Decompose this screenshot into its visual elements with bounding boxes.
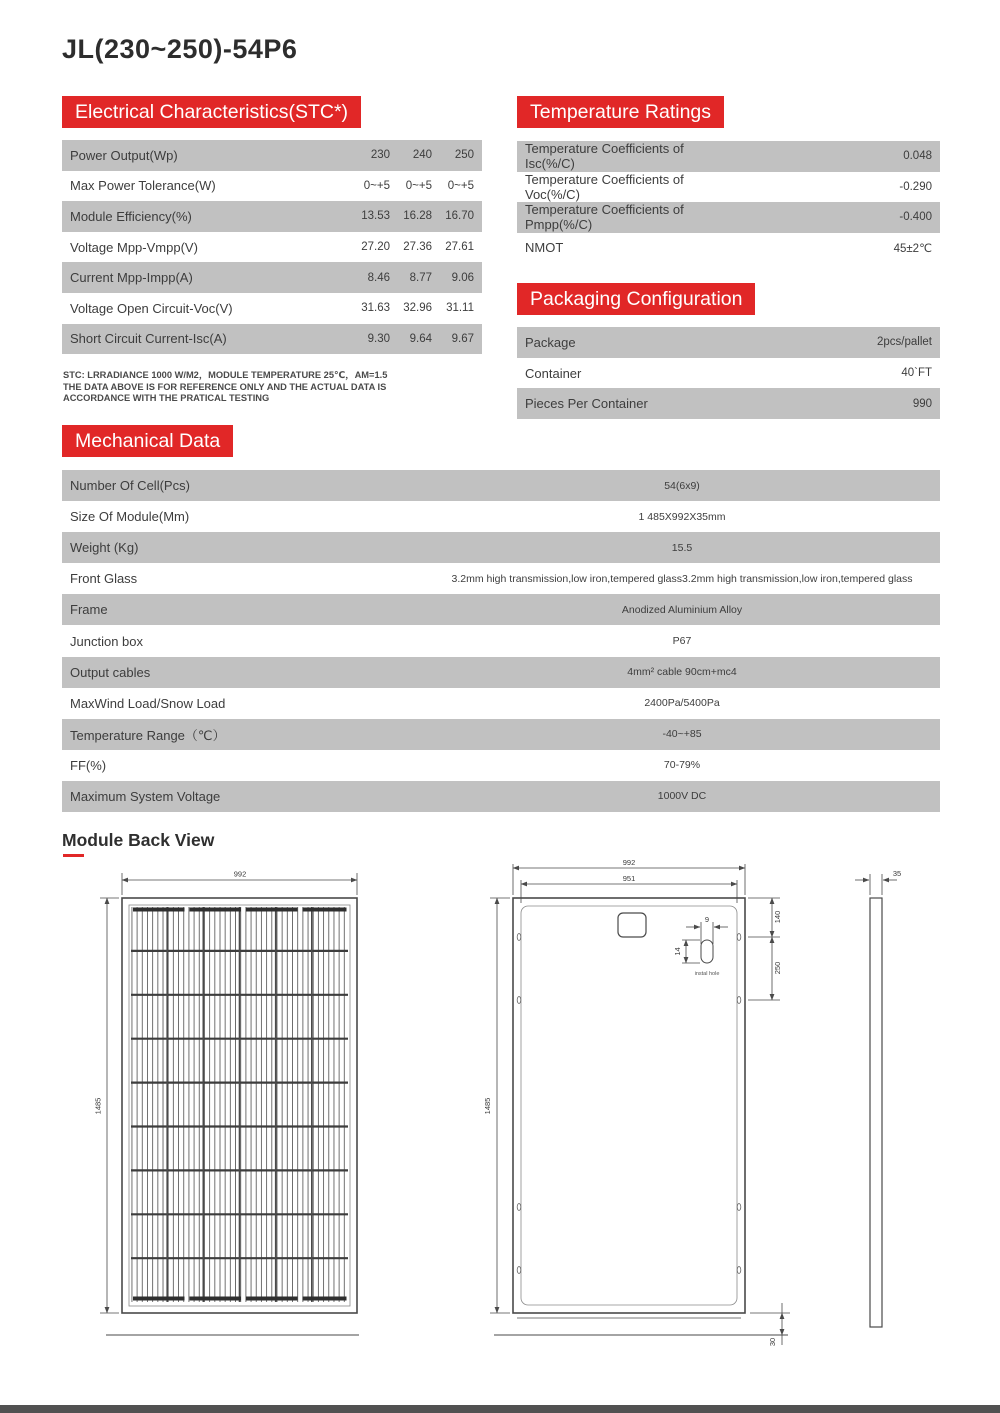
table-row xyxy=(62,657,940,688)
row-label: NMOT xyxy=(525,240,564,256)
install-hole-detail xyxy=(682,922,728,963)
row-label: Max Power Tolerance(W) xyxy=(70,178,216,194)
footer-bar xyxy=(0,1405,1000,1413)
dim-label: 250 xyxy=(773,961,782,975)
row-value: 240 xyxy=(412,149,432,162)
row-label: Maximum System Voltage xyxy=(70,788,221,804)
row-label: Temperature Range（℃） xyxy=(70,727,226,743)
row-value: 1000V DC xyxy=(657,790,707,803)
dim-label: 1485 xyxy=(93,1097,103,1115)
row-value: 9.64 xyxy=(409,332,432,345)
row-value: 0~+5 xyxy=(405,179,432,192)
packaging-table xyxy=(517,327,940,419)
row-label: Frame xyxy=(70,602,108,618)
row-label: Size Of Module(Mm) xyxy=(70,509,190,525)
row-value: 0~+5 xyxy=(447,179,474,192)
dim-label: 30 xyxy=(768,1337,777,1347)
row-value: 230 xyxy=(370,149,390,162)
table-row xyxy=(517,202,940,233)
row-value: Anodized Aluminium Alloy xyxy=(621,603,743,616)
row-label: Pieces Per Container xyxy=(525,396,648,412)
table-row xyxy=(62,262,482,293)
row-value: -40~+85 xyxy=(662,728,702,741)
dim-label: 14 xyxy=(673,947,682,956)
row-label: Temperature Coefficients of Isc(%/C) xyxy=(525,141,684,172)
module-back-view-heading: Module Back View xyxy=(62,830,215,850)
row-value: 27.20 xyxy=(361,241,390,254)
row-value: -0.400 xyxy=(899,211,932,224)
row-value: 3.2mm high transmission,low iron,tempered glass3.2mm high transmission,low iron,tempered glass xyxy=(451,572,913,585)
row-value: 2400Pa/5400Pa xyxy=(644,697,720,710)
side-view-drawing xyxy=(855,869,901,1327)
table-row xyxy=(62,293,482,324)
row-value: 13.53 xyxy=(361,210,390,223)
table-row xyxy=(62,171,482,202)
module-drawing xyxy=(90,856,970,1356)
dim-label: 992 xyxy=(622,858,636,867)
row-label: Current Mpp-Impp(A) xyxy=(70,270,193,286)
table-row xyxy=(62,750,940,781)
row-label: Junction box xyxy=(70,633,143,649)
dim-label: 951 xyxy=(622,874,636,883)
row-value: 16.28 xyxy=(403,210,432,223)
page-title: JL(230~250)-54P6 xyxy=(62,34,298,64)
row-value: P67 xyxy=(672,635,692,648)
row-label: Weight (Kg) xyxy=(70,540,139,556)
stc-note xyxy=(63,370,493,405)
table-row xyxy=(517,388,940,419)
row-label: Power Output(Wp) xyxy=(70,147,178,163)
table-row xyxy=(62,532,940,563)
row-value: 54(6x9) xyxy=(664,479,700,492)
junction-box xyxy=(618,913,646,937)
section-heading-electrical: Electrical Characteristics(STC*) xyxy=(62,96,361,128)
electrical-table xyxy=(62,140,482,354)
row-value: 70-79% xyxy=(663,759,701,772)
heading-underline xyxy=(63,854,84,857)
row-label: MaxWind Load/Snow Load xyxy=(70,695,226,711)
row-label: FF(%) xyxy=(70,757,107,773)
back-view-drawing xyxy=(483,858,790,1346)
row-value: 45±2℃ xyxy=(893,242,932,255)
section-heading-packaging: Packaging Configuration xyxy=(517,283,755,315)
row-label: Short Circuit Current-Isc(A) xyxy=(70,331,227,347)
side-dimensions xyxy=(855,874,897,895)
row-value: 4mm² cable 90cm+mc4 xyxy=(627,666,737,679)
row-label: Output cables xyxy=(70,664,151,680)
row-value: 32.96 xyxy=(403,302,432,315)
mechanical-table xyxy=(62,470,940,812)
row-label: Temperature Coefficients of Pmpp(%/C) xyxy=(525,202,684,233)
dim-label: 992 xyxy=(233,869,247,879)
dim-label: 1485 xyxy=(483,1097,492,1115)
table-row xyxy=(517,358,940,389)
table-row xyxy=(62,688,940,719)
row-value: 8.46 xyxy=(367,271,390,284)
row-value: 8.77 xyxy=(409,271,432,284)
row-value: 27.61 xyxy=(445,241,474,254)
temperature-table xyxy=(517,141,940,263)
table-row xyxy=(62,501,940,532)
table-row xyxy=(517,141,940,172)
mount-slots xyxy=(517,934,741,1274)
section-heading-mechanical: Mechanical Data xyxy=(62,425,233,457)
row-value: 31.63 xyxy=(361,302,390,315)
row-label: Voltage Open Circuit-Voc(V) xyxy=(70,300,233,316)
table-row xyxy=(517,327,940,358)
table-row xyxy=(62,781,940,812)
table-row xyxy=(62,140,482,171)
row-value: 0~+5 xyxy=(363,179,390,192)
row-value: 31.11 xyxy=(446,302,474,315)
row-value: 15.5 xyxy=(671,541,693,554)
stc-note-line: THE DATA ABOVE IS FOR REFERENCE ONLY AND THE ACTUAL DATA IS xyxy=(63,381,387,392)
stc-note-line: STC: LRRADIANCE 1000 W/M2，MODULE TEMPERATURE 25℃，AM=1.5 xyxy=(63,370,388,380)
row-value: 1 485X992X35mm xyxy=(638,510,726,523)
row-value: 9.30 xyxy=(367,332,390,345)
table-row xyxy=(62,470,940,501)
table-row xyxy=(62,563,940,594)
install-hole-label: instal hole xyxy=(694,971,720,977)
table-row xyxy=(62,232,482,263)
row-value: 9.06 xyxy=(451,271,474,284)
table-row xyxy=(62,201,482,232)
row-label: Temperature Coefficients of Voc(%/C) xyxy=(525,171,684,202)
section-heading-temperature: Temperature Ratings xyxy=(517,96,724,128)
table-row xyxy=(62,594,940,625)
dim-label: 140 xyxy=(773,910,782,924)
dim-label: 9 xyxy=(704,915,710,924)
row-value: 9.67 xyxy=(451,332,474,345)
row-value: 0.048 xyxy=(903,150,932,163)
table-row xyxy=(62,625,940,656)
row-value: -0.290 xyxy=(899,180,932,193)
row-label: Package xyxy=(525,334,576,350)
row-label: Container xyxy=(525,365,582,381)
row-value: 250 xyxy=(454,149,474,162)
row-label: Voltage Mpp-Vmpp(V) xyxy=(70,239,198,255)
table-row xyxy=(517,233,940,264)
front-view-drawing xyxy=(94,870,360,1336)
stc-note-line: ACCORDANCE WITH THE PRATICAL TESTING xyxy=(63,393,270,403)
row-label: Number Of Cell(Pcs) xyxy=(70,478,190,494)
row-value: 990 xyxy=(912,397,932,410)
row-value: 2pcs/pallet xyxy=(877,336,932,349)
table-row xyxy=(62,719,940,750)
row-value: 40`FT xyxy=(901,367,932,380)
table-row xyxy=(62,324,482,355)
dim-label: 35 xyxy=(892,869,902,878)
row-value: 27.36 xyxy=(403,241,432,254)
table-row xyxy=(517,172,940,203)
row-label: Front Glass xyxy=(70,571,138,587)
row-label: Module Efficiency(%) xyxy=(70,208,192,224)
row-value: 16.70 xyxy=(445,210,474,223)
